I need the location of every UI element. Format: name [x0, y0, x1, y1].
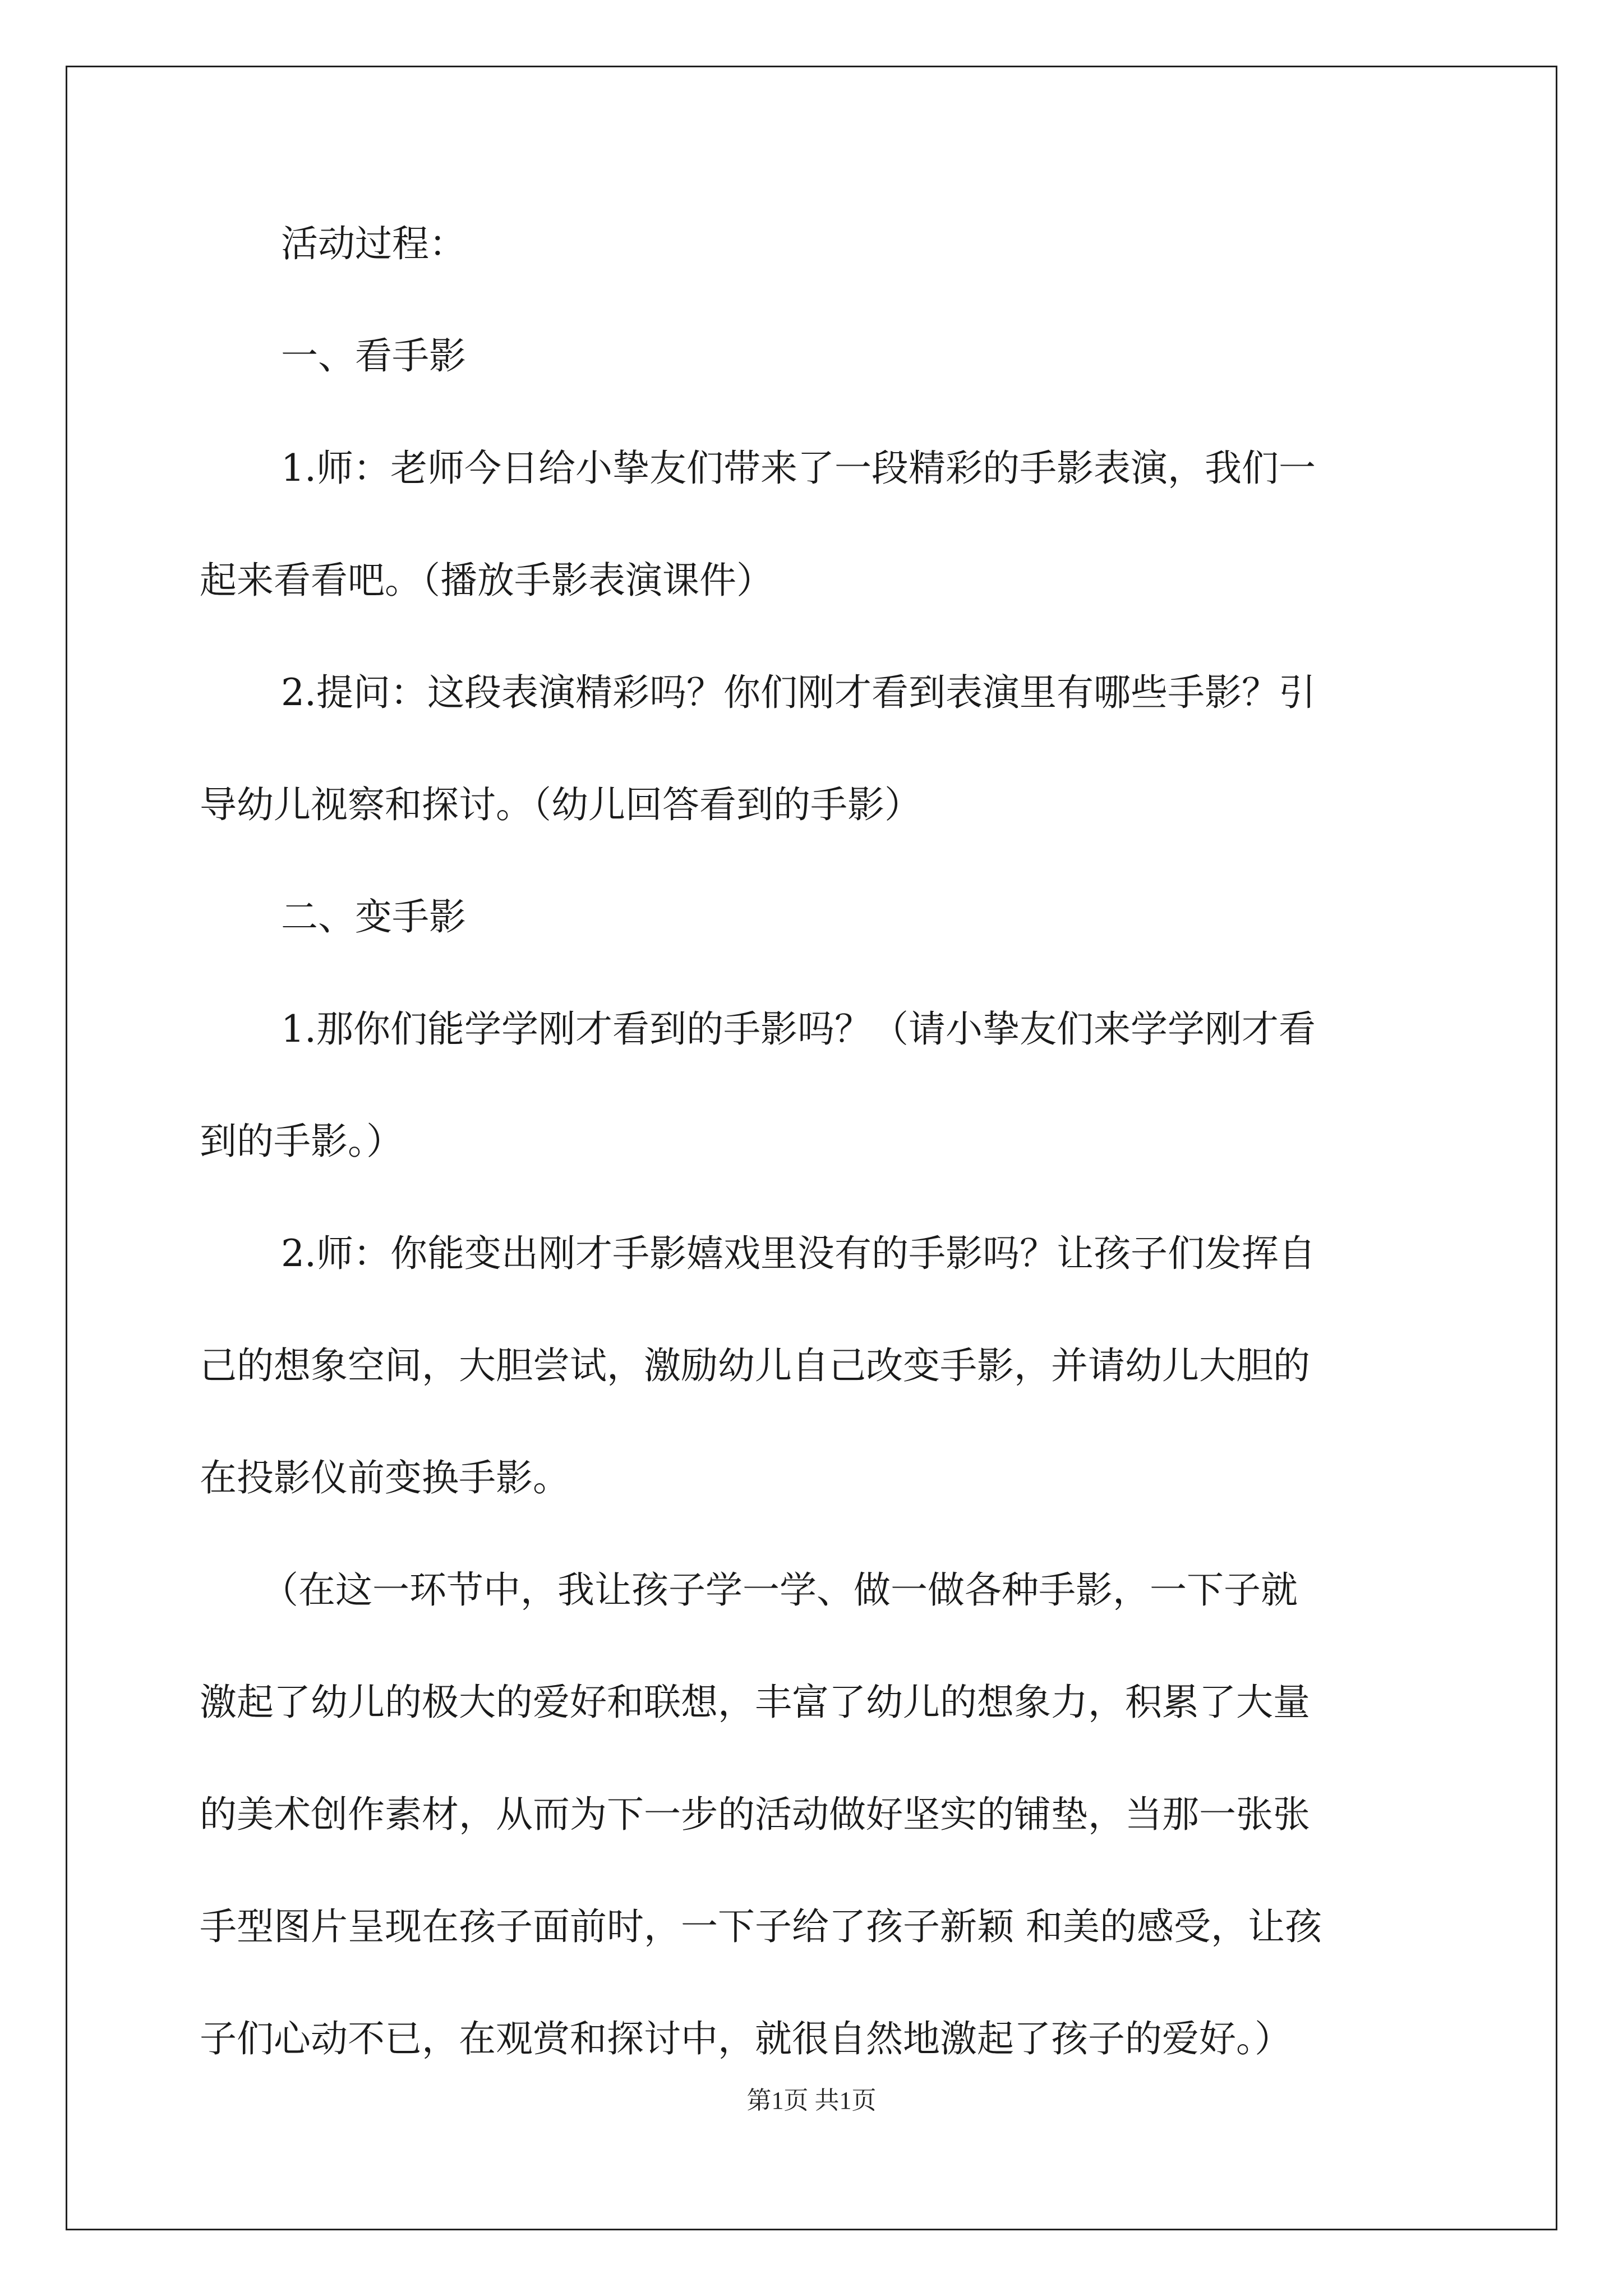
- paragraph-line: 导幼儿视察和探讨。（幼儿回答看到的手影）: [200, 783, 921, 826]
- paragraph-line: 手型图片呈现在孩子面前时，一下子给了孩子新颖 和美的感受，让孩: [200, 1905, 1322, 1948]
- section-heading-change: 二、变手影: [281, 895, 466, 938]
- paragraph-line: 2.师：你能变出刚才手影嬉戏里没有的手影吗？让孩子们发挥自: [281, 1232, 1316, 1275]
- paragraph-line: 1.师：老师今日给小挚友们带来了一段精彩的手影表演，我们一: [281, 447, 1316, 490]
- paragraph-line: 在投影仪前变换手影。: [200, 1456, 570, 1499]
- paragraph-line: 的美术创作素材，从而为下一步的活动做好坚实的铺垫，当那一张张: [200, 1793, 1310, 1836]
- paragraph-line: 1.那你们能学学刚才看到的手影吗？（请小挚友们来学学刚才看: [281, 1007, 1316, 1051]
- paragraph-line: 起来看看吧。（播放手影表演课件）: [200, 559, 773, 602]
- section-heading-watch: 一、看手影: [281, 334, 466, 378]
- paragraph-line: 到的手影。）: [200, 1120, 403, 1163]
- paragraph-line: 2.提问：这段表演精彩吗？你们刚才看到表演里有哪些手影？引: [281, 671, 1316, 714]
- paragraph-line: （在这一环节中，我让孩子学一学、做一做各种手影，一下子就: [261, 1568, 1298, 1612]
- paragraph-line: 子们心动不已，在观赏和探讨中，就很自然地激起了孩子的爱好。）: [200, 2017, 1292, 2060]
- paragraph-line: 己的想象空间，大胆尝试，激励幼儿自己改变手影，并请幼儿大胆的: [200, 1344, 1310, 1387]
- section-heading-process: 活动过程：: [281, 222, 466, 265]
- page-number-footer: 第1页 共1页: [746, 2087, 877, 2114]
- paragraph-line: 激起了幼儿的极大的爱好和联想，丰富了幼儿的想象力，积累了大量: [200, 1681, 1310, 1724]
